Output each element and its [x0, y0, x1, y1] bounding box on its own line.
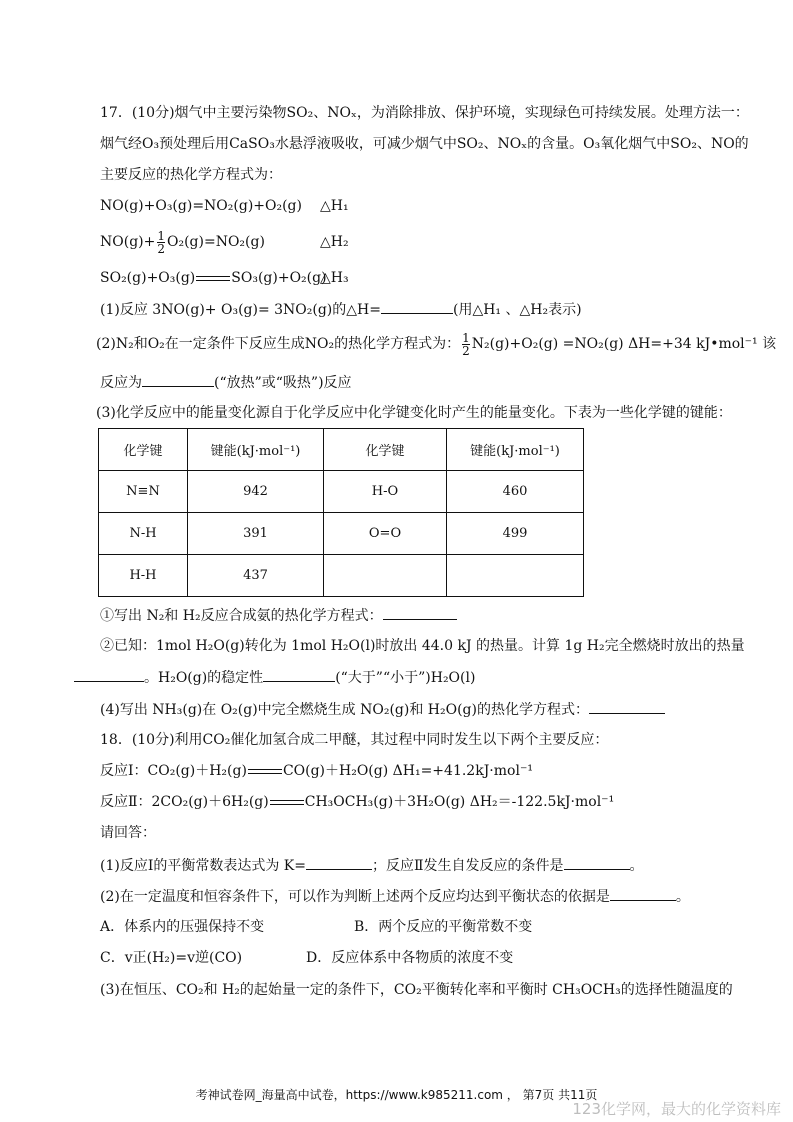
table-cell: 437 [188, 555, 324, 597]
option-a: A．体系内的压强保持不变 [100, 919, 265, 935]
answer-blank [74, 667, 144, 682]
q17-sub1-text: ①写出 N₂和 H₂反应合成氨的热化学方程式： [100, 608, 383, 624]
table-cell: 942 [188, 471, 324, 513]
q17-part1-text: (1)反应 3NO(g)+ O₃(g)= 3NO₂(g)的△H= [100, 302, 381, 318]
q17-part2-cont [100, 372, 352, 393]
q17-sub2-hint: (“大于”“小于”)H₂O(l) [335, 670, 476, 686]
option-b: B．两个反应的平衡常数不变 [354, 919, 533, 935]
reaction-2 [100, 792, 614, 812]
watermark: 123化学网，最大的化学资料库 [572, 1100, 781, 1118]
q17-part4 [100, 699, 665, 720]
table-header-cell: 键能(kJ·mol⁻¹) [188, 429, 324, 471]
equilibrium-arrow-icon [248, 766, 282, 776]
equation-1 [100, 196, 302, 216]
equation-1-dh: △H₁ [320, 198, 349, 214]
equation-3-right: SO₃(g)+O₂(g) [231, 270, 327, 286]
answer-blank [142, 372, 214, 387]
table-row [99, 555, 584, 597]
answer-blank [610, 886, 676, 901]
q18-part1-text: (1)反应Ⅰ的平衡常数表达式为 K= [100, 858, 307, 874]
q17-part4-text: (4)写出 NH₃(g)在 O₂(g)中完全燃烧生成 NO₂(g)和 H₂O(g)的热化学方程式： [100, 702, 589, 718]
q17-part2-text: (2)N₂和O₂在一定条件下反应生成NO₂的热化学方程式为： [96, 336, 461, 352]
q17-intro-line3: 主要反应的热化学方程式为： [100, 167, 282, 183]
q17-part2 [96, 330, 776, 358]
q18-intro: 18．(10分)利用CO₂催化加氢合成二甲醚，其过程中同时发生以下两个主要反应： [100, 732, 609, 748]
reaction-1 [100, 761, 533, 781]
fraction-half [157, 230, 165, 255]
table-header-cell: 键能(kJ·mol⁻¹) [447, 429, 584, 471]
answer-blank [263, 667, 335, 682]
q18-part1-end: 。 [629, 858, 644, 874]
table-header-row [99, 429, 584, 471]
q17-sub1 [100, 605, 457, 626]
q17-intro-line2: 烟气经O₃预处理后用CaSO₃水悬浮液吸收，可减少烟气中SO₂、NOₓ的含量。O₃氧化烟气中SO₂、NO的 [100, 136, 749, 152]
table-cell: O=O [324, 513, 447, 555]
equilibrium-arrow-icon [270, 797, 304, 807]
q17-part2-cont-text: 反应为 [100, 375, 142, 391]
q18-part2-end: 。 [675, 889, 690, 905]
option-d: D．反应体系中各物质的浓度不变 [306, 950, 514, 966]
equilibrium-arrow-icon [196, 273, 230, 283]
table-cell: 460 [447, 471, 584, 513]
q18-part1 [100, 855, 644, 876]
equation-2-suffix: O₂(g)=NO₂(g) [166, 234, 265, 250]
q17-part2-equation: N₂(g)+O₂(g) =NO₂(g) ΔH=+34 kJ•mol⁻¹ 该 [471, 336, 777, 352]
fraction-denominator: 2 [157, 241, 165, 256]
q18-part3: (3)在恒压、CO₂和 H₂的起始量一定的条件下，CO₂平衡转化率和平衡时 CH₃OCH₃的选择性随温度的 [100, 982, 733, 998]
option-c: C．v正(H₂)=v逆(CO) [100, 950, 243, 966]
reaction-1-left: 反应Ⅰ：CO₂(g)＋H₂(g) [100, 763, 247, 779]
table-cell: N≡N [99, 471, 188, 513]
fraction-denominator: 2 [462, 343, 470, 358]
answer-blank [381, 299, 453, 314]
table-cell [447, 555, 584, 597]
answer-blank [383, 605, 457, 620]
q17-sub2-stability: 。H₂O(g)的稳定性 [144, 670, 264, 686]
equation-2-dh: △H₂ [320, 234, 349, 250]
fraction-numerator: 1 [462, 330, 470, 345]
table-cell: 391 [188, 513, 324, 555]
reaction-2-right: CH₃OCH₃(g)＋3H₂O(g) ΔH₂＝-122.5kJ·mol⁻¹ [304, 794, 615, 810]
q17-sub2-cont [74, 667, 475, 688]
q18-part1-condition: ；反应Ⅱ发生自发反应的条件是 [372, 858, 564, 874]
q17-sub2: ②已知：1mol H₂O(g)转化为 1mol H₂O(l)时放出 44.0 kJ 的热量。计算 1g H₂完全燃烧时放出的热量 [100, 638, 745, 654]
equation-3 [100, 268, 327, 288]
table-row [99, 513, 584, 555]
equation-2-prefix: NO(g)+ [100, 234, 156, 250]
fraction-half [462, 332, 470, 357]
table-header-cell: 化学键 [324, 429, 447, 471]
equation-3-dh: △H₃ [320, 270, 349, 286]
table-header-cell: 化学键 [99, 429, 188, 471]
table-cell: 499 [447, 513, 584, 555]
q17-part1 [100, 299, 582, 320]
q17-intro-line1: 17．(10分)烟气中主要污染物SO₂、NOₓ，为消除排放、保护环境，实现绿色可持续发展。处理方法一： [100, 105, 749, 121]
equation-3-left: SO₂(g)+O₃(g) [100, 270, 196, 286]
table-row [99, 471, 584, 513]
equation-1-body: NO(g)+O₃(g)=NO₂(g)+O₂(g) [100, 198, 302, 214]
q18-ask: 请回答： [100, 825, 156, 841]
q17-part2-hint: (“放热”或“吸热”)反应 [214, 375, 352, 391]
answer-blank [589, 699, 665, 714]
table-cell: H-H [99, 555, 188, 597]
equation-2 [100, 228, 265, 256]
page-footer: 考神试卷网_海量高中试卷，https://www.k985211.com ， 第7页 共11页 [195, 1088, 598, 1102]
q18-part2-text: (2)在一定温度和恒容条件下，可以作为判断上述两个反应均达到平衡状态的依据是 [100, 889, 610, 905]
q17-part3: (3)化学反应中的能量变化源自于化学反应中化学键变化时产生的能量变化。下表为一些化学键的键能： [96, 405, 732, 421]
fraction-numerator: 1 [157, 228, 165, 243]
table-cell: H-O [324, 471, 447, 513]
reaction-1-right: CO(g)＋H₂O(g) ΔH₁=+41.2kJ·mol⁻¹ [282, 763, 533, 779]
answer-blank [306, 855, 372, 870]
q18-part2 [100, 886, 690, 907]
bond-energy-table [98, 428, 584, 597]
table-cell [324, 555, 447, 597]
answer-blank [564, 855, 630, 870]
reaction-2-left: 反应Ⅱ：2CO₂(g)＋6H₂(g) [100, 794, 269, 810]
q17-part1-hint: (用△H₁ 、△H₂表示) [452, 302, 582, 318]
table-cell: N-H [99, 513, 188, 555]
